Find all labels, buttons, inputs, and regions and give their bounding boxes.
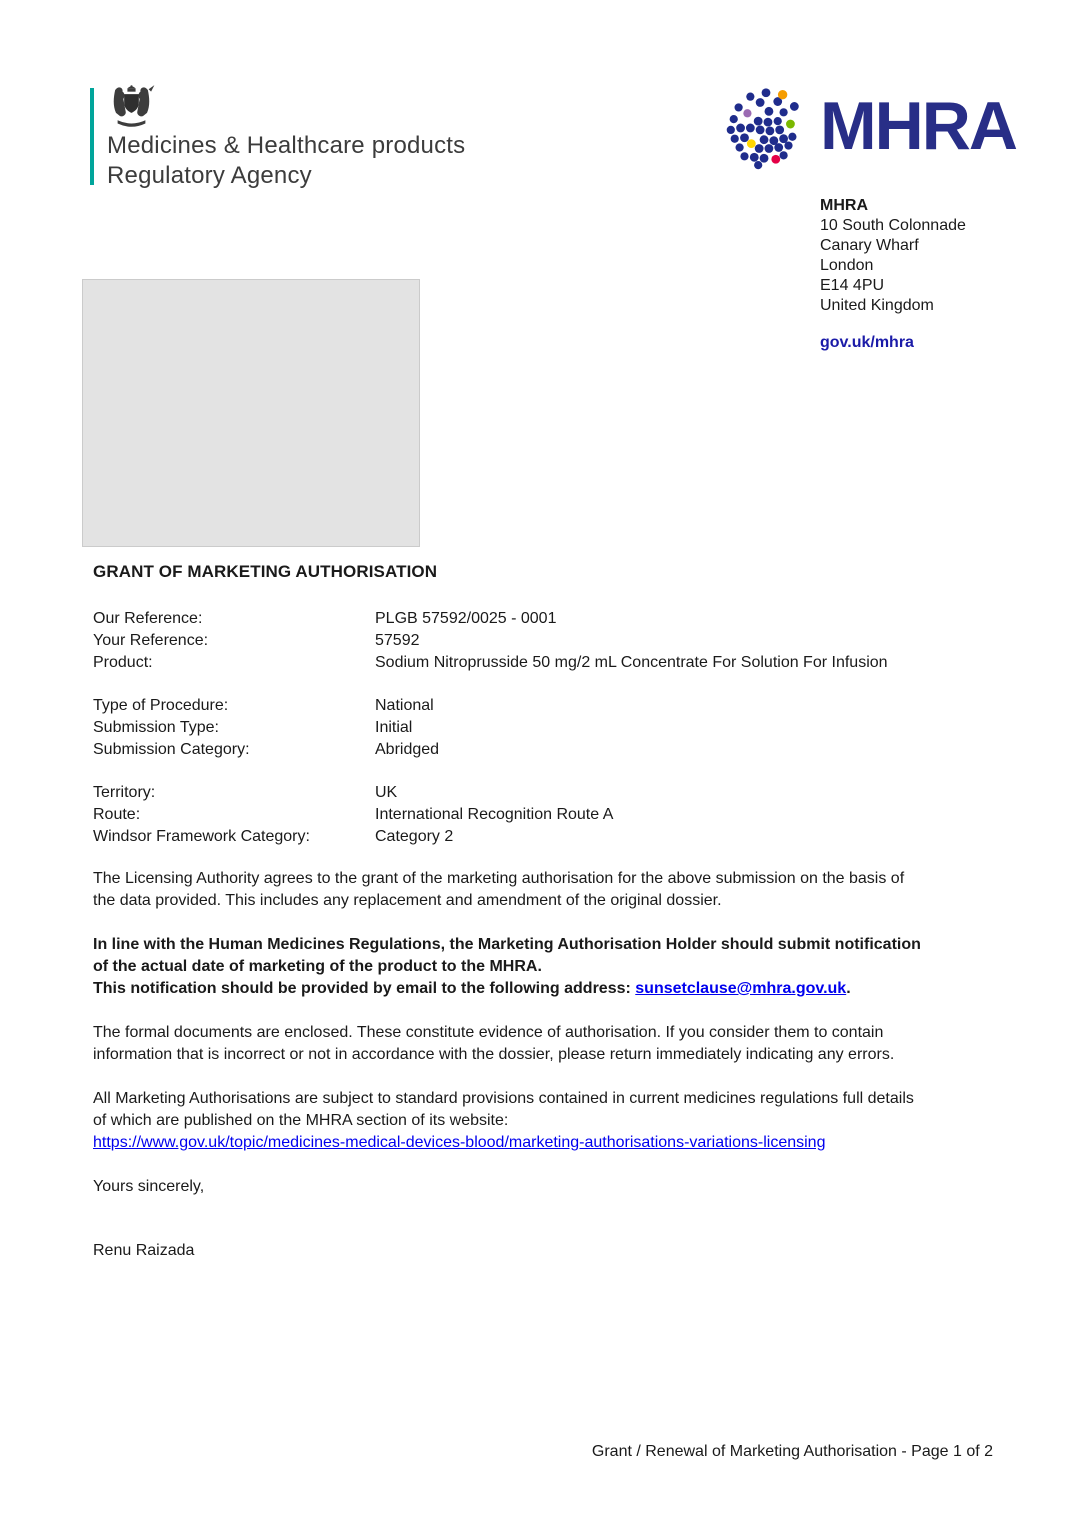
letter-body [93, 562, 998, 1262]
address-name: MHRA [820, 197, 868, 214]
reference-row [93, 739, 998, 761]
mhra-logo [722, 82, 1016, 170]
paragraph-line: All Marketing Authorisations are subject to standard provisions contained in current medicines regulations full details [93, 1090, 914, 1107]
reference-label: Route: [93, 806, 141, 823]
reference-label: Submission Type: [93, 719, 219, 736]
royal-coat-of-arms-icon [107, 85, 156, 136]
page-footer: Grant / Renewal of Marketing Authorisation - Page 1 of 2 [591, 1443, 993, 1460]
teal-bar [90, 88, 94, 185]
reference-group-1 [93, 608, 998, 674]
reference-label: Your Reference: [93, 632, 209, 649]
email-sentence-suffix: . [846, 980, 851, 997]
agency-name [107, 131, 587, 191]
reference-row [93, 630, 998, 652]
reference-value: Initial [375, 719, 413, 736]
reference-label: Product: [93, 654, 153, 671]
email-sentence-prefix: This notification should be provided by email to the following address: [93, 980, 636, 997]
reference-value: 57592 [375, 632, 420, 649]
redacted-address-box [82, 279, 420, 547]
agency-name-line1: Medicines & Healthcare products [107, 132, 466, 159]
reference-value: PLGB 57592/0025 - 0001 [375, 610, 557, 627]
govuk-topic-link[interactable]: https://www.gov.uk/topic/medicines-medical-devices-blood/marketing-authorisations-variations-licensing [93, 1134, 826, 1151]
paragraph-line: of which are published on the MHRA section of its website: [93, 1112, 509, 1129]
reference-value: Category 2 [375, 828, 454, 845]
govuk-mhra-link[interactable]: gov.uk/mhra [820, 334, 914, 351]
closing: Yours sincerely, [93, 1178, 205, 1195]
reference-label: Windsor Framework Category: [93, 828, 310, 845]
paragraph-line: information that is incorrect or not in accordance with the dossier, please return immediately indicating any errors. [93, 1046, 895, 1063]
paragraph-line: The Licensing Authority agrees to the grant of the marketing authorisation for the above submission on the basis of [93, 870, 905, 887]
paragraph-line: In line with the Human Medicines Regulations, the Marketing Authorisation Holder should submit notification [93, 936, 921, 953]
address-line: United Kingdom [820, 297, 934, 314]
address-line: Canary Wharf [820, 237, 919, 254]
reference-row [93, 608, 998, 630]
paragraph-line [93, 1132, 998, 1154]
letter-heading: GRANT OF MARKETING AUTHORISATION [93, 562, 438, 581]
paragraph-notification-bold [93, 934, 998, 1000]
address-line: E14 4PU [820, 277, 885, 294]
sunsetclause-email-link[interactable]: sunsetclause@mhra.gov.uk [635, 980, 847, 997]
reference-label: Territory: [93, 784, 156, 801]
address-block [820, 196, 966, 353]
reference-value: National [375, 697, 434, 714]
paragraph-line: The formal documents are enclosed. These constitute evidence of authorisation. If you consider them to contain [93, 1024, 884, 1041]
address-line: 10 South Colonnade [820, 217, 966, 234]
reference-group-2 [93, 695, 998, 761]
mhra-wordmark: MHRA [820, 88, 1016, 164]
paragraph-licensing-authority [93, 868, 998, 912]
reference-row [93, 782, 998, 804]
paragraph-standard-provisions [93, 1088, 998, 1154]
reference-value: UK [375, 784, 398, 801]
signature-name: Renu Raizada [93, 1242, 195, 1259]
reference-row [93, 717, 998, 739]
reference-label: Type of Procedure: [93, 697, 229, 714]
reference-row [93, 826, 998, 848]
reference-label: Our Reference: [93, 610, 203, 627]
address-line: London [820, 257, 874, 274]
reference-value: Sodium Nitroprusside 50 mg/2 mL Concentrate For Solution For Infusion [375, 654, 888, 671]
reference-value: Abridged [375, 741, 440, 758]
paragraph-formal-documents [93, 1022, 998, 1066]
reference-value: International Recognition Route A [375, 806, 614, 823]
paragraph-line: the data provided. This includes any replacement and amendment of the original dossier. [93, 892, 722, 909]
paragraph-line [93, 978, 998, 1000]
reference-row [93, 804, 998, 826]
mhra-dots-icon [722, 82, 810, 170]
reference-row [93, 695, 998, 717]
reference-group-3 [93, 782, 998, 848]
agency-name-line2: Regulatory Agency [107, 162, 312, 189]
paragraph-line: of the actual date of marketing of the product to the MHRA. [93, 958, 542, 975]
reference-label: Submission Category: [93, 741, 250, 758]
reference-row [93, 652, 998, 674]
